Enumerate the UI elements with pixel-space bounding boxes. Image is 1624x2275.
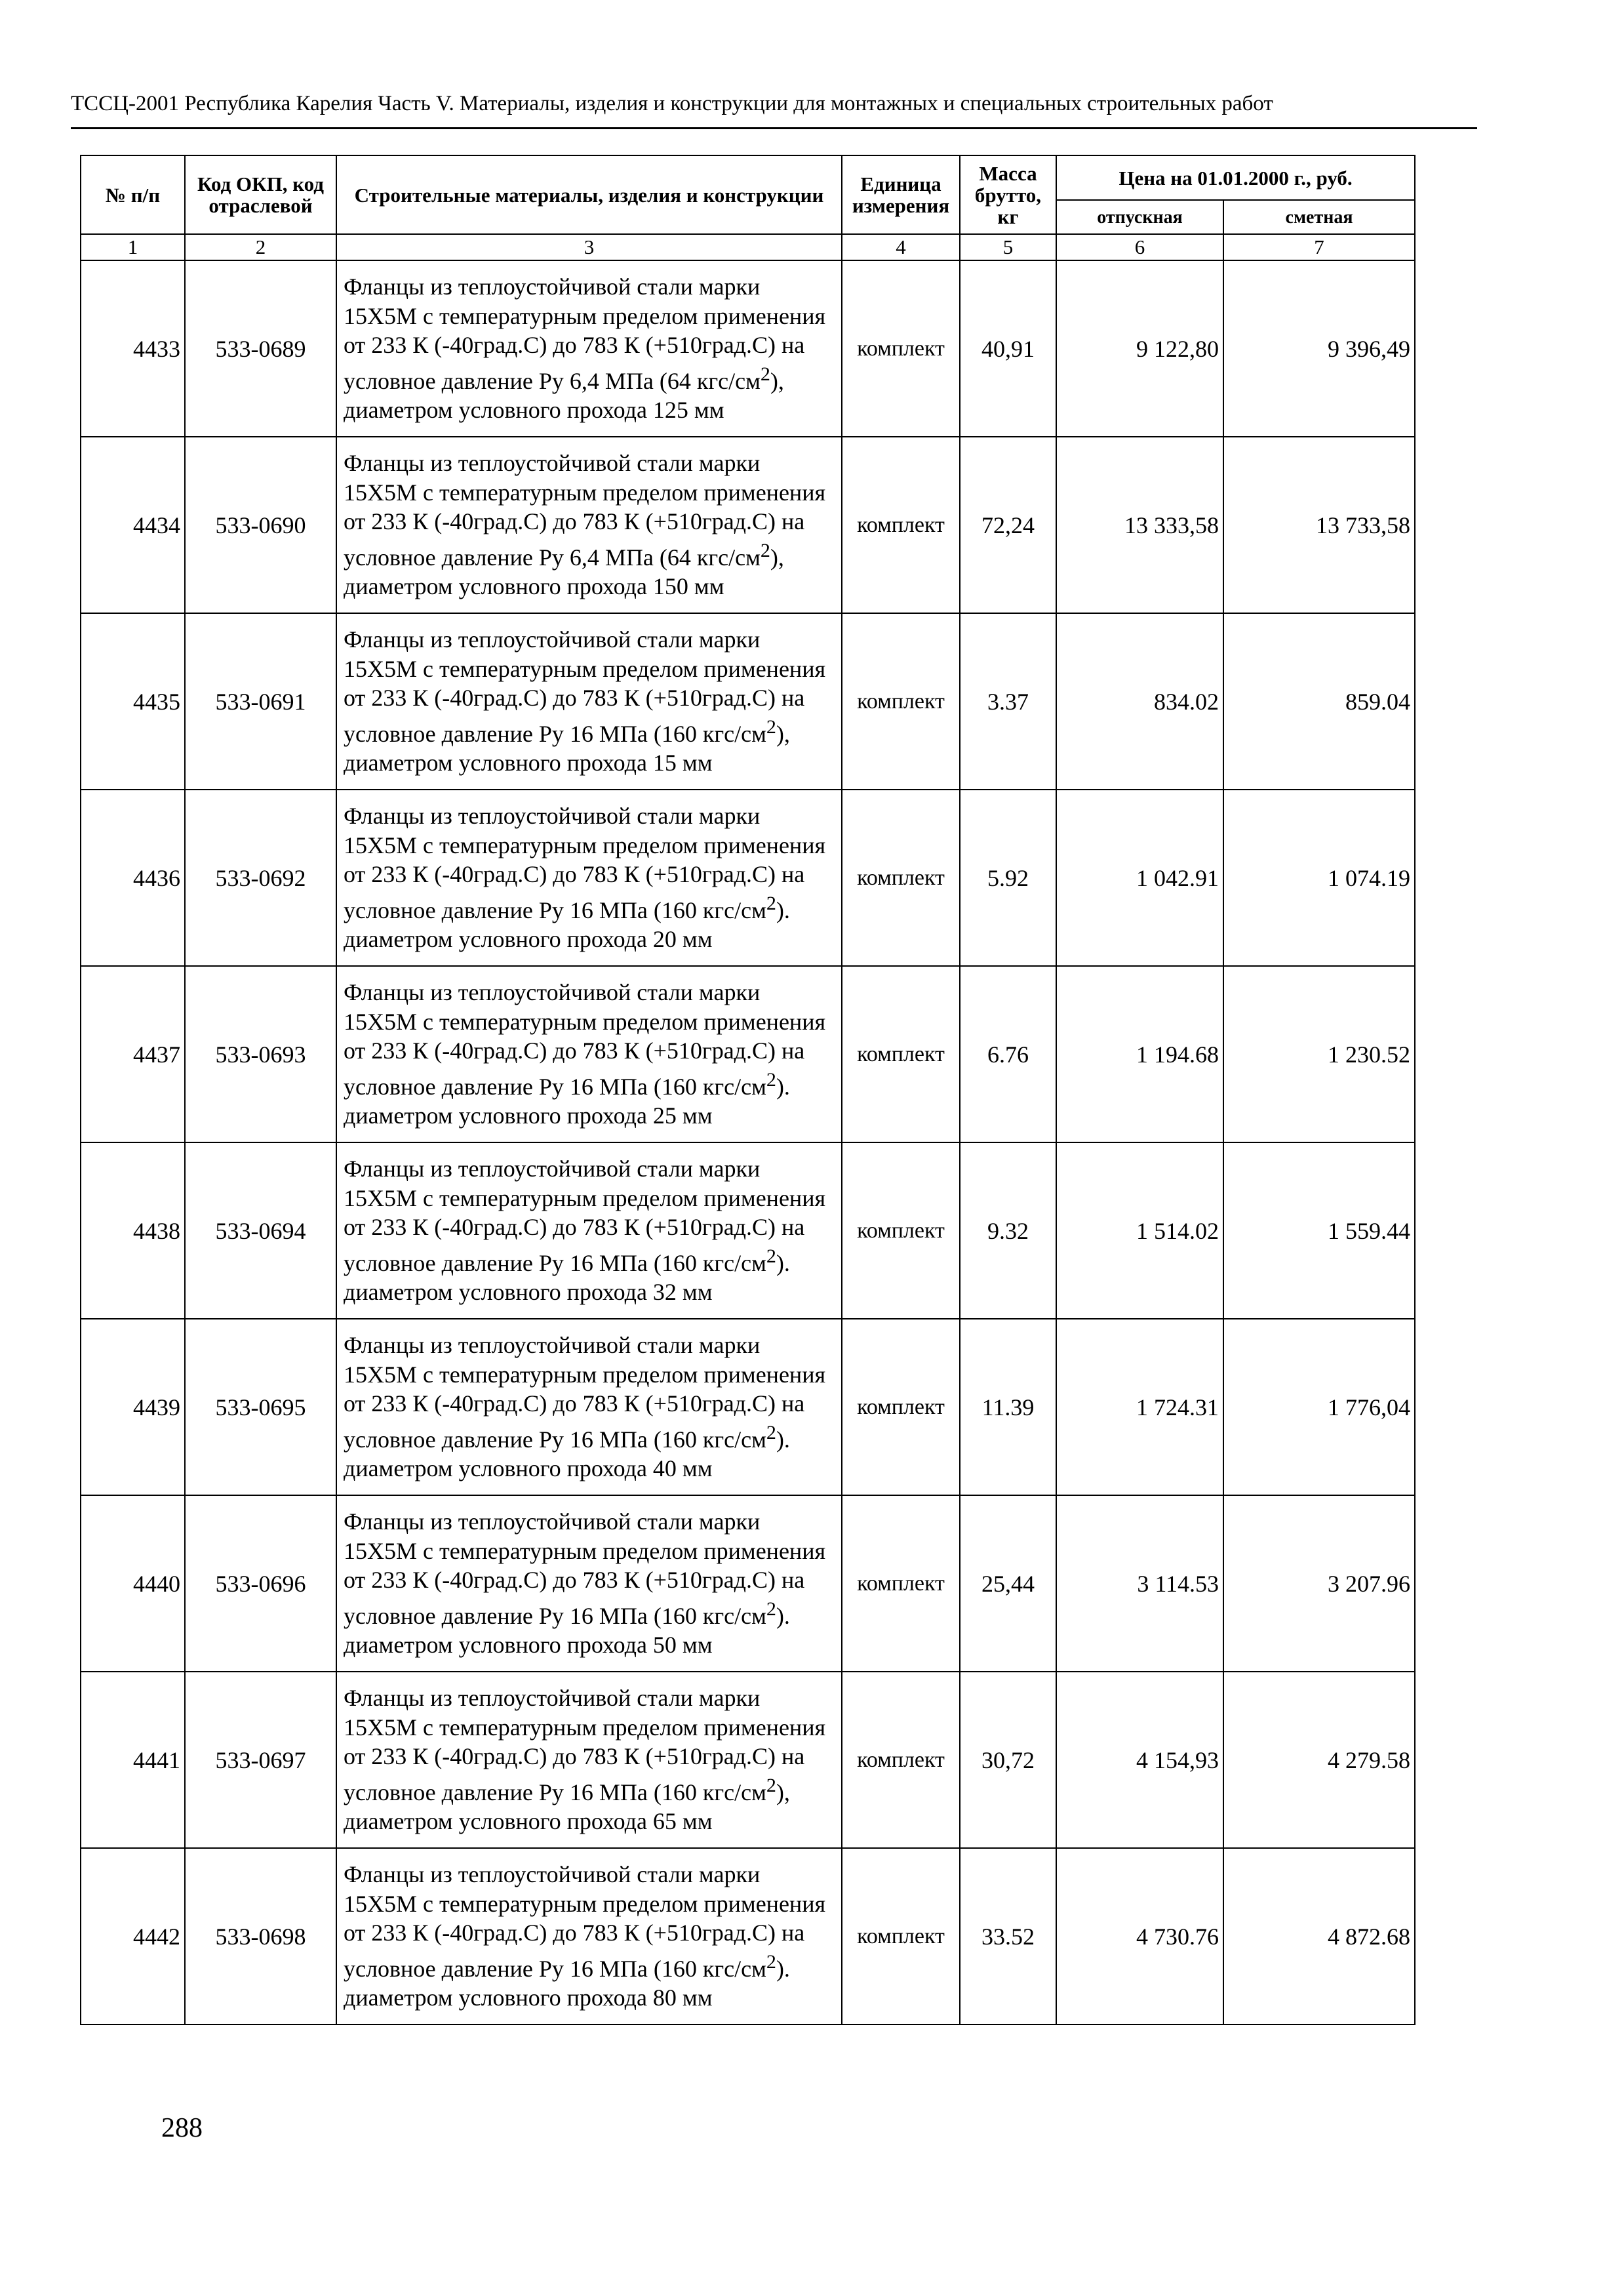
row-number: 4438 <box>81 1142 185 1319</box>
material-name-cell <box>336 613 842 790</box>
release-price-cell: 13 333,58 <box>1056 437 1223 613</box>
unit-superscript: 2 <box>766 1245 776 1267</box>
okp-code-cell: 533-0693 <box>185 966 336 1142</box>
material-name-tail: ), диаметром условного прохода 150 мм <box>344 544 784 600</box>
estimate-price-cell: 13 733,58 <box>1223 437 1415 613</box>
release-price-cell: 834.02 <box>1056 613 1223 790</box>
unit-superscript: 2 <box>766 1421 776 1443</box>
estimate-price-cell: 3 207.96 <box>1223 1495 1415 1672</box>
okp-code-cell: 533-0692 <box>185 790 336 966</box>
price-table <box>80 155 1416 2025</box>
unit-cell: комплект <box>842 260 960 437</box>
material-name-cell <box>336 1495 842 1672</box>
row-number: 4440 <box>81 1495 185 1672</box>
material-name-tail: ). диаметром условного прохода 80 мм <box>344 1955 790 2011</box>
column-number-row <box>81 234 1415 260</box>
unit-cell: комплект <box>842 1142 960 1319</box>
release-price-cell: 1 724.31 <box>1056 1319 1223 1495</box>
row-number: 4442 <box>81 1848 185 2024</box>
unit-superscript: 2 <box>766 892 776 914</box>
okp-code-cell: 533-0697 <box>185 1672 336 1848</box>
unit-cell: комплект <box>842 1672 960 1848</box>
col-header-price-release: отпускная <box>1056 200 1223 234</box>
material-name-tail: ). диаметром условного прохода 25 мм <box>344 1073 790 1129</box>
material-name-cell <box>336 790 842 966</box>
unit-superscript: 2 <box>766 1774 776 1796</box>
col-header-name: Строительные материалы, изделия и конструкции <box>336 155 842 234</box>
unit-cell: комплект <box>842 1848 960 2024</box>
table-row <box>81 437 1415 613</box>
release-price-cell: 4 730.76 <box>1056 1848 1223 2024</box>
page-number: 288 <box>161 2113 203 2143</box>
table-row <box>81 1848 1415 2024</box>
mass-cell: 11.39 <box>960 1319 1056 1495</box>
col-header-mass: Масса брутто, кг <box>960 155 1056 234</box>
material-name-tail: ). диаметром условного прохода 40 мм <box>344 1426 790 1482</box>
release-price-cell: 9 122,80 <box>1056 260 1223 437</box>
table-row <box>81 1672 1415 1848</box>
col-header-unit: Единица измерения <box>842 155 960 234</box>
release-price-cell: 4 154,93 <box>1056 1672 1223 1848</box>
row-number: 4439 <box>81 1319 185 1495</box>
material-name-tail: ). диаметром условного прохода 20 мм <box>344 896 790 953</box>
unit-superscript: 2 <box>766 1598 776 1620</box>
okp-code-cell: 533-0696 <box>185 1495 336 1672</box>
column-number: 6 <box>1056 234 1223 260</box>
row-number: 4434 <box>81 437 185 613</box>
unit-superscript: 2 <box>766 715 776 738</box>
material-name-text: Фланцы из теплоустойчивой стали марки 15Х5М с температурным пределом применения от 233 К (-40град.С) до 783 К (+510град.С) на условное давление Ру 16 МПа (160 кгс/см <box>344 626 826 747</box>
mass-cell: 9.32 <box>960 1142 1056 1319</box>
estimate-price-cell: 859.04 <box>1223 613 1415 790</box>
row-number: 4433 <box>81 260 185 437</box>
material-name-tail: ). диаметром условного прохода 50 мм <box>344 1602 790 1659</box>
okp-code-cell: 533-0694 <box>185 1142 336 1319</box>
col-header-no: № п/п <box>81 155 185 234</box>
material-name-text: Фланцы из теплоустойчивой стали марки 15Х5М с температурным пределом применения от 233 К (-40град.С) до 783 К (+510град.С) на условное давление Ру 16 МПа (160 кгс/см <box>344 979 826 1100</box>
col-header-price-estimate: сметная <box>1223 200 1415 234</box>
table-row <box>81 1319 1415 1495</box>
mass-cell: 3.37 <box>960 613 1056 790</box>
col-header-okp-code: Код ОКП, код отраслевой <box>185 155 336 234</box>
unit-cell: комплект <box>842 1495 960 1672</box>
okp-code-cell: 533-0691 <box>185 613 336 790</box>
material-name-tail: ). диаметром условного прохода 32 мм <box>344 1249 790 1306</box>
header-rule <box>71 127 1477 129</box>
column-number: 2 <box>185 234 336 260</box>
material-name-cell <box>336 1142 842 1319</box>
unit-cell: комплект <box>842 1319 960 1495</box>
mass-cell: 25,44 <box>960 1495 1056 1672</box>
table-row <box>81 790 1415 966</box>
row-number: 4437 <box>81 966 185 1142</box>
row-number: 4435 <box>81 613 185 790</box>
material-name-text: Фланцы из теплоустойчивой стали марки 15Х5М с температурным пределом применения от 233 К (-40град.С) до 783 К (+510град.С) на условное давление Ру 16 МПа (160 кгс/см <box>344 1332 826 1453</box>
okp-code-cell: 533-0698 <box>185 1848 336 2024</box>
material-name-cell <box>336 260 842 437</box>
table-header <box>81 155 1415 260</box>
okp-code-cell: 533-0695 <box>185 1319 336 1495</box>
column-number: 4 <box>842 234 960 260</box>
unit-cell: комплект <box>842 437 960 613</box>
material-name-text: Фланцы из теплоустойчивой стали марки 15Х5М с температурным пределом применения от 233 К (-40град.С) до 783 К (+510град.С) на условное давление Ру 16 МПа (160 кгс/см <box>344 1685 826 1805</box>
table-row <box>81 1495 1415 1672</box>
material-name-text: Фланцы из теплоустойчивой стали марки 15Х5М с температурным пределом применения от 233 К (-40град.С) до 783 К (+510град.С) на условное давление Ру 16 МПа (160 кгс/см <box>344 1861 826 1982</box>
material-name-text: Фланцы из теплоустойчивой стали марки 15Х5М с температурным пределом применения от 233 К (-40град.С) до 783 К (+510град.С) на условное давление Ру 16 МПа (160 кгс/см <box>344 1508 826 1629</box>
material-name-tail: ), диаметром условного прохода 65 мм <box>344 1779 790 1835</box>
mass-cell: 5.92 <box>960 790 1056 966</box>
unit-superscript: 2 <box>766 1950 776 1973</box>
estimate-price-cell: 4 872.68 <box>1223 1848 1415 2024</box>
mass-cell: 40,91 <box>960 260 1056 437</box>
unit-superscript: 2 <box>766 1068 776 1091</box>
table-row <box>81 260 1415 437</box>
mass-cell: 72,24 <box>960 437 1056 613</box>
estimate-price-cell: 1 559.44 <box>1223 1142 1415 1319</box>
estimate-price-cell: 1 074.19 <box>1223 790 1415 966</box>
release-price-cell: 3 114.53 <box>1056 1495 1223 1672</box>
unit-superscript: 2 <box>760 539 770 561</box>
estimate-price-cell: 9 396,49 <box>1223 260 1415 437</box>
table-row <box>81 1142 1415 1319</box>
material-name-tail: ), диаметром условного прохода 125 мм <box>344 367 784 424</box>
material-name-text: Фланцы из теплоустойчивой стали марки 15Х5М с температурным пределом применения от 233 К (-40град.С) до 783 К (+510град.С) на условное давление Ру 16 МПа (160 кгс/см <box>344 1156 826 1276</box>
column-number: 5 <box>960 234 1056 260</box>
running-title: ТССЦ-2001 Республика Карелия Часть V. Материалы, изделия и конструкции для монтажных и специальных строительных работ <box>71 92 1273 115</box>
row-number: 4441 <box>81 1672 185 1848</box>
estimate-price-cell: 1 230.52 <box>1223 966 1415 1142</box>
table-body <box>81 260 1415 2024</box>
column-number: 1 <box>81 234 185 260</box>
release-price-cell: 1 042.91 <box>1056 790 1223 966</box>
mass-cell: 6.76 <box>960 966 1056 1142</box>
material-name-cell <box>336 437 842 613</box>
mass-cell: 30,72 <box>960 1672 1056 1848</box>
column-number: 3 <box>336 234 842 260</box>
row-number: 4436 <box>81 790 185 966</box>
unit-superscript: 2 <box>760 363 770 385</box>
material-name-text: Фланцы из теплоустойчивой стали марки 15Х5М с температурным пределом применения от 233 К (-40град.С) до 783 К (+510град.С) на условное давление Ру 16 МПа (160 кгс/см <box>344 803 826 923</box>
table-row <box>81 613 1415 790</box>
material-name-text: Фланцы из теплоустойчивой стали марки 15Х5М с температурным пределом применения от 233 К (-40град.С) до 783 К (+510град.С) на условное давление Ру 6,4 МПа (64 кгс/см <box>344 450 826 571</box>
release-price-cell: 1 194.68 <box>1056 966 1223 1142</box>
okp-code-cell: 533-0689 <box>185 260 336 437</box>
unit-cell: комплект <box>842 790 960 966</box>
material-name-tail: ), диаметром условного прохода 15 мм <box>344 720 790 776</box>
material-name-cell <box>336 966 842 1142</box>
column-number: 7 <box>1223 234 1415 260</box>
mass-cell: 33.52 <box>960 1848 1056 2024</box>
unit-cell: комплект <box>842 613 960 790</box>
unit-cell: комплект <box>842 966 960 1142</box>
material-name-cell <box>336 1672 842 1848</box>
material-name-text: Фланцы из теплоустойчивой стали марки 15Х5М с температурным пределом применения от 233 К (-40град.С) до 783 К (+510град.С) на условное давление Ру 6,4 МПа (64 кгс/см <box>344 273 826 394</box>
table-row <box>81 966 1415 1142</box>
release-price-cell: 1 514.02 <box>1056 1142 1223 1319</box>
estimate-price-cell: 4 279.58 <box>1223 1672 1415 1848</box>
estimate-price-cell: 1 776,04 <box>1223 1319 1415 1495</box>
material-name-cell <box>336 1319 842 1495</box>
col-header-price-group: Цена на 01.01.2000 г., руб. <box>1056 155 1415 200</box>
okp-code-cell: 533-0690 <box>185 437 336 613</box>
material-name-cell <box>336 1848 842 2024</box>
